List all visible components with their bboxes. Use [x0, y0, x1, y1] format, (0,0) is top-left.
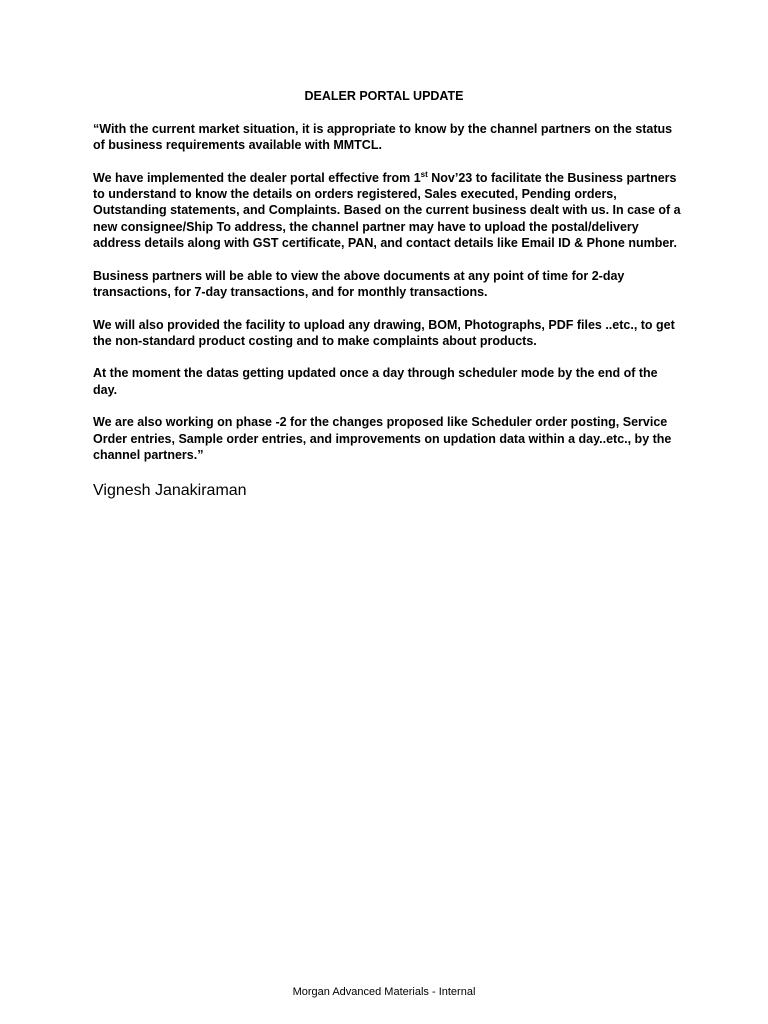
signature-name: Vignesh Janakiraman [93, 482, 247, 499]
footer-classification: Morgan Advanced Materials - Internal [292, 986, 476, 998]
paragraph-view-documents: Business partners will be able to view the above documents at any point of time for 2-day transactions, for 7-day transactions, and for monthly transactions. [93, 268, 625, 299]
document-body [93, 121, 683, 463]
ordinal-superscript: st [420, 169, 428, 179]
document-title: DEALER PORTAL UPDATE [304, 89, 464, 103]
paragraph-implementation-rest: Nov’23 to facilitate the Business partners to understand to know the details on orders registered, Sales executed, Pending orders, Outstanding statements, and Complaints. Based on the current business dealt with us. In case of a new consignee/Ship To address, the channel partner may have to upload the postal/delivery address details along with GST certificate, PAN, and contact details like Email ID & Phone number. [93, 170, 681, 251]
paragraph-intro: “With the current market situation, it is appropriate to know by the channel partners on the status of business requirements available with MMTCL. [93, 122, 673, 153]
paragraph-update-schedule: At the moment the datas getting updated once a day through scheduler mode by the end of the day. [93, 366, 658, 397]
paragraph-upload-facility: We will also provided the facility to upload any drawing, BOM, Photographs, PDF files ..etc., to get the non-standard product costing and to make complaints about products. [93, 317, 675, 348]
paragraph-phase-two: We are also working on phase -2 for the changes proposed like Scheduler order posting, Service Order entries, Sample order entries, and improvements on updation data within a day..etc., by the channel partners.” [93, 415, 672, 462]
paragraph-implementation-start: We have implemented the dealer portal effective from 1 [93, 170, 421, 185]
paragraph-implementation [93, 170, 683, 251]
